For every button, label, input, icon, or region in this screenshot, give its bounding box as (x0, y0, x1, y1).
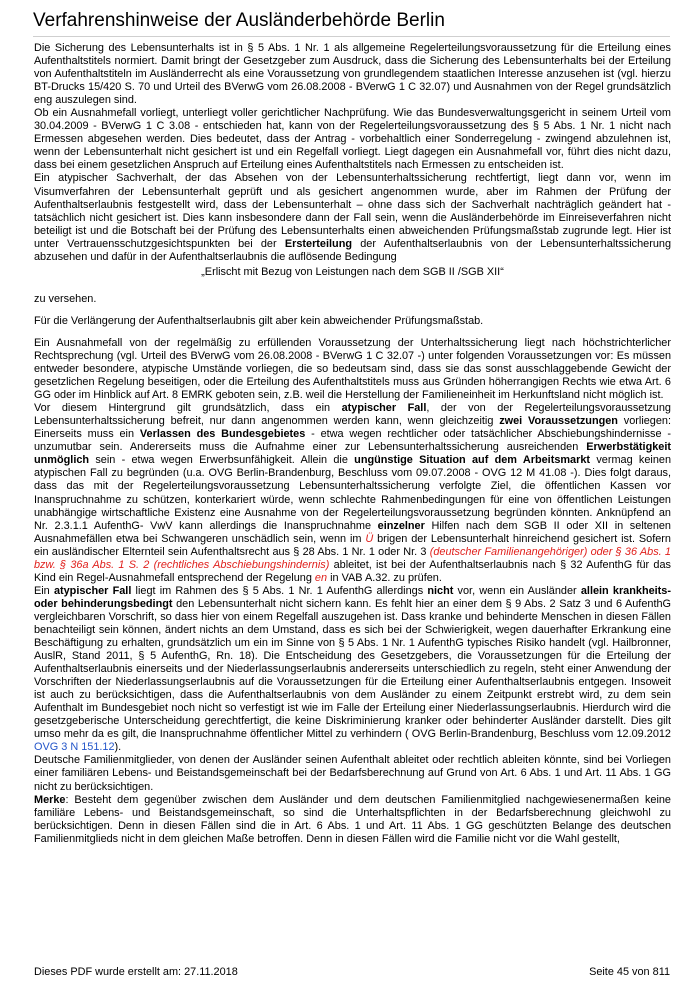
paragraph: Vor diesem Hintergrund gilt grundsätzlich, dass ein atypischer Fall, der von der Regelerteilungsvoraussetzung Lebensunterhaltssicherung befreit, nur dann angenommen werden kann, wenn gleichzeitig zwei Voraussetzungen vorliegen: Einerseits muss ein Verlassen des Bundesgebietes - etwa wegen rechtlicher oder tatsächlicher Abschiebungshindernisse - unzumutbar sein. Andererseits muss die Aufnahme einer zur Lebensunterhaltssicherung ausreichenden Erwerbstätigkeit unmöglich sein - etwa wegen Erwerbsunfähigkeit. Allein die ungünstige Situation auf dem Arbeitsmarkt vermag keinen atypischen Fall zu begründen (u.a. OVG Berlin-Brandenburg, Beschluss vom 09.07.2008 - OVG 12 M 41.08 -). Dies folgt daraus, dass das mit der Regelerteilungsvoraussetzung Lebensunterhaltssicherung verfolgte Ziel, die öffentlichen Kassen vor Inanspruchnahme zu schützen, konterkariert würde, wenn schlechte Rahmenbedingungen für eine von öffentlichen Leistungen unabhängige wirtschaftliche Existenz eine Ausnahme von der Regelerteilungsvoraussetzung begründen könnten. Anknüpfend an Nr. 2.3.1.1 AufenthG- VwV kann allerdings die Inanspruchnahme einzelner Hilfen nach dem SGB II oder XII in seltenen Ausnahmefällen etwa bei Schwangeren unschädlich sein, wenn im Ü brigen der Lebensunterhalt hinreichend gesichert ist. Sofern ein ausländischer Elternteil sein Aufenthaltsrecht aus § 28 Abs. 1 Nr. 1 oder Nr. 3 (deutscher Familienangehöriger) oder § 36 Abs. 1 bzw. § 36a Abs. 1 S. 2 (rechtliches Abschiebungshindernis) ableitet, ist bei der Aufenthaltserlaubnis nach § 32 AufenthG für das Kind ein Regel-Ausnahmefall entsprechend der Regelung en in VAB A.32. zu prüfen. (34, 402, 672, 584)
amendment-text: (deutscher Familienangehöriger) oder § 36 Abs. 1 bzw. § 36a Abs. 1 S. 2 (rechtliches Abschiebungshindernis) (34, 545, 671, 571)
paragraph: Für die Verlängerung der Aufenthaltserlaubnis gilt aber kein abweichender Prüfungsmaßstab. (34, 314, 484, 327)
page-title: Verfahrenshinweise der Ausländerbehörde Berlin (33, 10, 445, 31)
title-divider (33, 36, 670, 37)
emphasis: Ersterteilung (284, 237, 353, 250)
amendment-text: Ü (365, 532, 374, 545)
footer-created-date: Dieses PDF wurde erstellt am: 27.11.2018 (34, 966, 238, 978)
paragraph: Ein atypischer Sachverhalt, der das Absehen von der Lebensunterhaltssicherung rechtfertigt, liegt dann vor, wenn im Visumverfahren der Lebensunterhalt geprüft und als gesichert angenommen wurde, aber im Rahmen der Prüfung der Aufenthaltserlaubnis festgestellt wird, dass der Lebensunterhalt – ohne dass sich der Sachverhalt nachträglich geändert hat - tatsächlich nicht gesichert ist. Dies kann insbesondere dann der Fall sein, wenn die Ausländerbehörde im Einreiseverfahren nicht beteiligt ist und die Botschaft bei der Prüfung des Lebensunterhalts einen abweichenden Prüfungsmaßstab zugrunde legt. Hier ist unter Vertrauensschutzgesichtspunkten bei der Ersterteilung der Aufenthaltserlaubnis von der Lebensunterhaltssicherung abzusehen und dafür in der Aufenthaltserlaubnis die auflösende Bedingung (34, 172, 672, 263)
paragraph: Merke: Besteht dem gegenüber zwischen dem Ausländer und dem deutschen Familienmitglied nachgewiesenermaßen keine familiäre Lebens- und Beistandsgemeinschaft, so sind die Unterhaltspflichten in der Bedarfsberechnung gleichwohl zu berücksichtigen. Denn in diesen Fällen sind die in Art. 6 Abs. 1 und Art. 11 Abs. 1 GG geschützten Belange des deutschen Familienmitglieds nicht in dem gleichen Maße betroffen. Denn in diesen Fällen wird die Familie nicht vor die Wahl gestellt, (34, 793, 671, 845)
amendment-text: en (314, 571, 328, 584)
paragraph: Ob ein Ausnahmefall vorliegt, unterliegt voller gerichtlicher Nachprüfung. Wie das Bundesverwaltungsgericht in seinem Urteil vom 30.04.2009 - BVerwG 1 C 3.08 - entschieden hat, kann von der Regelerteilungsvoraussetzung des § 5 Abs. 1 Nr. 1 nicht nach Ermessen abgesehen werden. Dies bedeutet, dass der Antrag - vorbehaltlich einer Sonderregelung - zwingend abzulehnen ist, wenn der Lebensunterhalt nicht gesichert ist und ein Regelfall vorliegt. Liegt dagegen ein Ausnahmefall vor, führt dies nicht dazu, dass bei einem gesetzlichen Anspruch auf Erteilung eines Aufenthaltstitels nach Ermessen zu entscheiden ist. (34, 107, 671, 172)
footer-page-number: Seite 45 von 811 (589, 966, 670, 978)
paragraph: Deutsche Familienmitglieder, von denen der Ausländer seinen Aufenthalt ableitet oder rechtlich ableiten könnte, sind bei Vorliegen einer familiären Lebens- und Beistandsgemeinschaft bei der Bedarfsberechnung auf Grund von Art. 6 Abs. 1 und Art. 11 Abs. 1 GG nicht zu berücksichtigen. (34, 754, 671, 793)
court-decision-link[interactable]: OVG 3 N 151.12 (34, 741, 115, 754)
document-body (34, 42, 671, 846)
quoted-condition: „Erlischt mit Bezug von Leistungen nach dem SGB II /SGB XII“ (201, 265, 504, 278)
paragraph: Ein Ausnahmefall von der regelmäßig zu erfüllenden Voraussetzung der Unterhaltssicherung liegt nach höchstrichterlicher Rechtsprechung (vgl. Urteil des BVerwG vom 26.08.2008 - BVerwG 1 C 32.07 -) unter folgenden Voraussetzungen vor: Es müssen entweder besondere, atypische Umstände vorliegen, die so bedeutsam sind, dass sie das sonst ausschlaggebende Gewicht der gesetzlichen Regelung beseitigen, oder die Erteilung des Aufenthaltstitels muss aus Gründen höherrangigen Rechts wie etwa Art. 6 GG oder im Hinblick auf Art. 8 EMRK geboten sein, z.B. weil die Herstellung der Familieneinheit im Herkunftsland nicht möglich ist. (34, 336, 671, 402)
paragraph: zu versehen. (34, 292, 97, 305)
paragraph: Ein atypischer Fall liegt im Rahmen des § 5 Abs. 1 Nr. 1 AufenthG allerdings nicht vor, wenn ein Ausländer allein krankheits- oder behinderungsbedingt den Lebensunterhalt nicht sichern kann. Es fehlt hier an einer dem § 9 Abs. 2 Satz 3 und 6 AufenthG vergleichbaren Vorschrift, so dass hier von einem Regelfall auszugehen ist. Dass kranke und behinderte Menschen in diesen Fällen benachteiligt sein können, ändert nichts an dem Umstand, dass es sich bei der Schwierigkeit, wegen dauerhafter Erkrankung eine Beschäftigung zu erhalten, grundsätzlich um ein im Sinne von § 5 Abs. 1 Nr. 1 AufenthG typisches Risiko handelt (vgl. Hailbronner, AuslR, Stand 2011, § 5 AufenthG, Rn. 18). Die Entscheidung des Gesetzgebers, die Voraussetzungen für die Erteilung der Aufenthaltserlaubnis einerseits und der Niederlassungserlaubnis andererseits unterschiedlich zu regeln, steht einer Anwendung der Vorschriften der Niederlassungserlaubnis auf die Voraussetzungen für die Erteilung einer Aufenthaltserlaubnis entgegen. Insoweit ist auch zu berücksichtigen, dass die Aufenthaltserlaubnis von dem Ausländer zu einem Zeitpunkt erstrebt wird, zu dem sein Aufenthalt im Bundesgebiet noch nicht so verfestigt ist wie im Falle der Erteilung einer Niederlassungserlaubnis. Hierdurch wird die gesetzgeberische Unterscheidung gerechtfertigt, die keine Diskriminierung kranker oder behinderter Ausländer darstellt. Dies gilt umso mehr da es gilt, die Inanspruchnahme öffentlicher Mittel zu verhindern ( OVG Berlin-Brandenburg, Beschluss vom 12.09.2012 OVG 3 N 151.12). (34, 584, 672, 754)
paragraph: Die Sicherung des Lebensunterhalts ist in § 5 Abs. 1 Nr. 1 als allgemeine Regelerteilungsvoraussetzung für die Erteilung eines Aufenthaltstitels normiert. Damit bringt der Gesetzgeber zum Ausdruck, dass die Sicherung des Lebensunterhalts bei der Erteilung von Aufenthaltstiteln im Ausländerrecht als eine Voraussetzung von grundlegendem staatlichen Interesse anzusehen ist (vgl. hierzu BT-Drucks 15/420 S. 70 und Urteil des BVerwG vom 26.08.2008 - BVerwG 1 C 32.07) und Ausnahmen von der Regel grundsätzlich eng auszulegen sind. (34, 42, 671, 107)
